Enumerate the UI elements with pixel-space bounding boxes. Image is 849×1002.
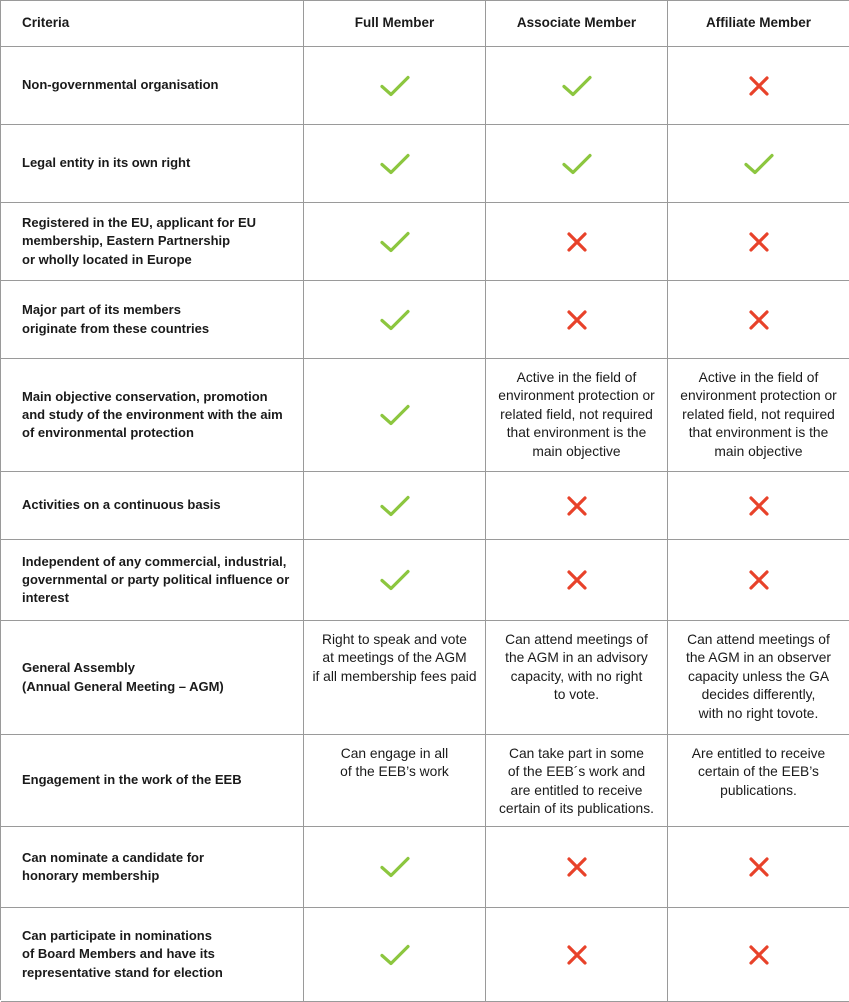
check-icon — [744, 153, 774, 175]
associate-member-cross-cell — [486, 540, 668, 621]
criterion-cell: Activities on a continuous basis — [1, 472, 304, 540]
cross-icon — [748, 569, 770, 591]
criterion-cell: General Assembly (Annual General Meeting – AGM) — [1, 621, 304, 735]
check-icon — [562, 153, 592, 175]
full-member-text-cell: Right to speak and vote at meetings of the AGM if all membership fees paid — [304, 621, 486, 735]
associate-member-text-cell: Can take part in some of the EEB´s work and are entitled to receive certain of its publications. — [486, 735, 668, 827]
affiliate-member-text-cell: Active in the field of environment protection or related field, not required that environment is the main objective — [668, 359, 849, 472]
criterion-cell: Registered in the EU, applicant for EU membership, Eastern Partnership or wholly located in Europe — [1, 203, 304, 281]
check-icon — [380, 309, 410, 331]
associate-member-cross-cell — [486, 203, 668, 281]
affiliate-member-text-cell: Can attend meetings of the AGM in an observer capacity unless the GA decides differently, with no right tovote. — [668, 621, 849, 735]
affiliate-member-text-cell: Are entitled to receive certain of the EEB’s publications. — [668, 735, 849, 827]
full-member-check-cell — [304, 827, 486, 908]
affiliate-member-cross-cell — [668, 540, 849, 621]
full-member-check-cell — [304, 540, 486, 621]
cross-icon — [566, 309, 588, 331]
full-member-text-cell: Can engage in all of the EEB’s work — [304, 735, 486, 827]
check-icon — [380, 944, 410, 966]
header-affiliate-member: Affiliate Member — [668, 1, 849, 47]
full-member-check-cell — [304, 47, 486, 125]
check-icon — [380, 404, 410, 426]
cross-icon — [748, 75, 770, 97]
affiliate-member-cross-cell — [668, 47, 849, 125]
check-icon — [562, 75, 592, 97]
cross-icon — [748, 495, 770, 517]
full-member-check-cell — [304, 908, 486, 1002]
criterion-cell: Can nominate a candidate for honorary membership — [1, 827, 304, 908]
criterion-cell: Engagement in the work of the EEB — [1, 735, 304, 827]
affiliate-member-cross-cell — [668, 281, 849, 359]
cross-icon — [748, 856, 770, 878]
associate-member-check-cell — [486, 125, 668, 203]
affiliate-member-cross-cell — [668, 908, 849, 1002]
check-icon — [380, 231, 410, 253]
associate-member-text-cell: Can attend meetings of the AGM in an advisory capacity, with no right to vote. — [486, 621, 668, 735]
cross-icon — [566, 944, 588, 966]
criterion-cell: Non-governmental organisation — [1, 47, 304, 125]
criterion-cell: Major part of its members originate from these countries — [1, 281, 304, 359]
affiliate-member-cross-cell — [668, 472, 849, 540]
full-member-check-cell — [304, 203, 486, 281]
header-associate-member: Associate Member — [486, 1, 668, 47]
associate-member-cross-cell — [486, 827, 668, 908]
full-member-check-cell — [304, 472, 486, 540]
associate-member-cross-cell — [486, 281, 668, 359]
affiliate-member-cross-cell — [668, 203, 849, 281]
criterion-cell: Can participate in nominations of Board Members and have its representative stand for election — [1, 908, 304, 1002]
affiliate-member-check-cell — [668, 125, 849, 203]
check-icon — [380, 856, 410, 878]
full-member-check-cell — [304, 359, 486, 472]
cross-icon — [748, 231, 770, 253]
cross-icon — [748, 944, 770, 966]
full-member-check-cell — [304, 281, 486, 359]
cross-icon — [566, 569, 588, 591]
associate-member-cross-cell — [486, 472, 668, 540]
criterion-cell: Legal entity in its own right — [1, 125, 304, 203]
check-icon — [380, 75, 410, 97]
cross-icon — [566, 495, 588, 517]
cross-icon — [748, 309, 770, 331]
check-icon — [380, 569, 410, 591]
associate-member-text-cell: Active in the field of environment protection or related field, not required that environment is the main objective — [486, 359, 668, 472]
check-icon — [380, 495, 410, 517]
cross-icon — [566, 856, 588, 878]
associate-member-cross-cell — [486, 908, 668, 1002]
criterion-cell: Independent of any commercial, industrial, governmental or party political influence or interest — [1, 540, 304, 621]
associate-member-check-cell — [486, 47, 668, 125]
criterion-cell: Main objective conservation, promotion and study of the environment with the aim of environmental protection — [1, 359, 304, 472]
check-icon — [380, 153, 410, 175]
affiliate-member-cross-cell — [668, 827, 849, 908]
header-full-member: Full Member — [304, 1, 486, 47]
header-criteria: Criteria — [1, 1, 304, 47]
cross-icon — [566, 231, 588, 253]
full-member-check-cell — [304, 125, 486, 203]
